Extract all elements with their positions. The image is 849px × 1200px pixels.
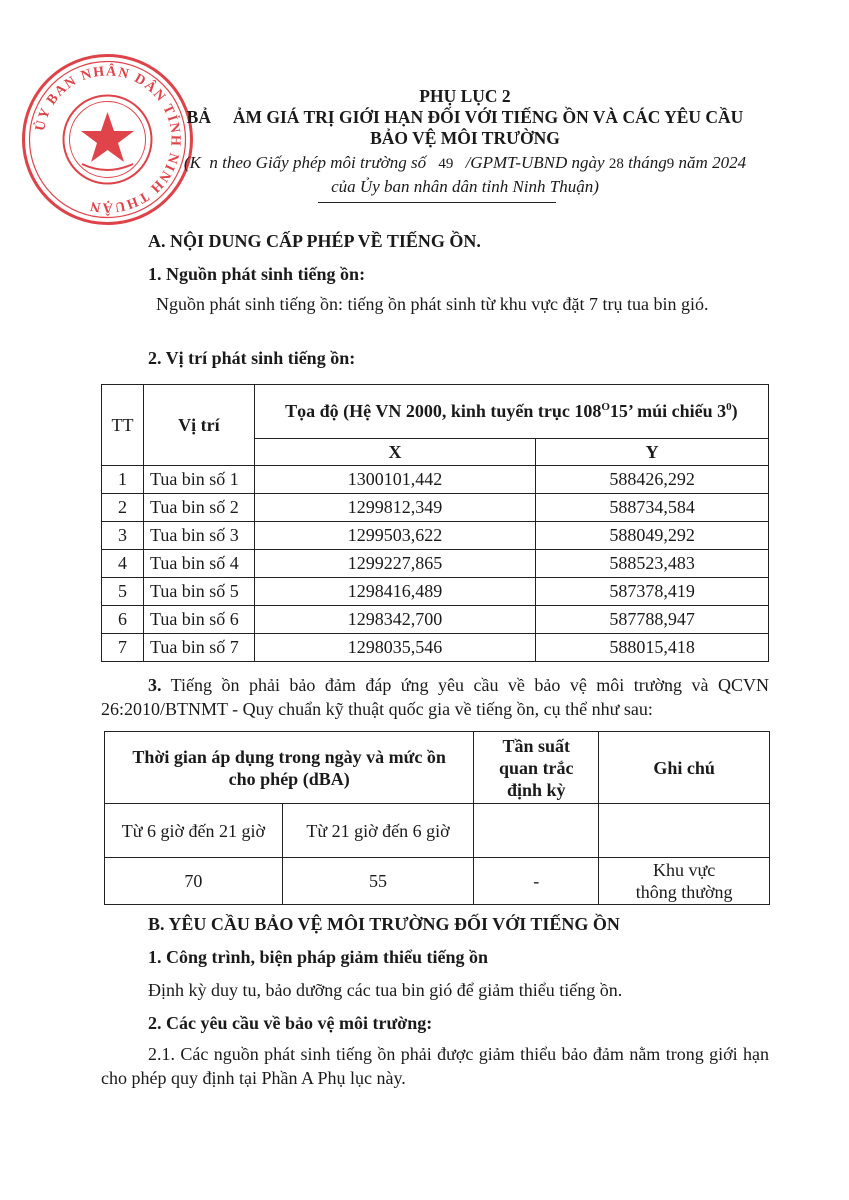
- subtitle-part1: (K n theo Giấy phép môi trường số: [183, 153, 427, 172]
- table-row: [102, 550, 769, 578]
- cell-y: 587378,419: [536, 578, 769, 606]
- cell-day-limit: 70: [105, 858, 283, 905]
- section-a-item2-heading: 2. Vị trí phát sinh tiếng ồn:: [148, 348, 356, 368]
- subtitle-underline: [318, 202, 556, 203]
- cell-location: Tua bin số 7: [143, 634, 254, 662]
- coordinate-table: [101, 384, 769, 662]
- table-row: [102, 578, 769, 606]
- appendix-subtitle: [95, 153, 835, 173]
- cell-x: 1298035,546: [254, 634, 536, 662]
- col-tt-header: TT: [102, 385, 144, 466]
- coord-header-prefix: Tọa độ (Hệ VN 2000, kinh tuyến trục 108: [285, 401, 602, 421]
- cell-y: 587788,947: [536, 606, 769, 634]
- cell-night-limit: 55: [282, 858, 474, 905]
- table-row: [102, 606, 769, 634]
- cell-tt: 7: [102, 634, 144, 662]
- col-frequency-header: [474, 732, 599, 804]
- cell-location: Tua bin số 5: [143, 578, 254, 606]
- table-row: [102, 634, 769, 662]
- cell-location: Tua bin số 4: [143, 550, 254, 578]
- noise-limit-table: [104, 731, 770, 905]
- permit-month: 9: [666, 156, 675, 172]
- cell-tt: 6: [102, 606, 144, 634]
- cell-x: 1299812,349: [254, 494, 536, 522]
- cell-tt: 3: [102, 522, 144, 550]
- col-frequency-line3: định kỳ: [507, 779, 566, 800]
- coord-header-row: [102, 385, 769, 439]
- col-location-header: Vị trí: [143, 385, 254, 466]
- table-row: [102, 494, 769, 522]
- section-a-item1-text: Nguồn phát sinh tiếng ồn: tiếng ồn phát sinh từ khu vực đặt 7 trụ tua bin gió.: [156, 294, 709, 314]
- section-b-heading: B. YÊU CẦU BẢO VỆ MÔI TRƯỜNG ĐỐI VỚI TIẾNG ỒN: [148, 914, 620, 934]
- table-row: [105, 858, 770, 905]
- subtitle-part2: /GPMT-UBND ngày: [465, 153, 605, 172]
- table-row: [102, 522, 769, 550]
- table-row: [102, 466, 769, 494]
- sub-night-header: Từ 21 giờ đến 6 giờ: [282, 804, 474, 858]
- section-a-item3-body: Tiếng ồn phải bảo đảm đáp ứng yêu cầu về bảo vệ môi trường và QCVN 26:2010/BTNMT - Quy chuẩn kỹ thuật quốc gia về tiếng ồn, cụ thể như sau:: [101, 675, 769, 719]
- permit-number: 49: [438, 156, 454, 172]
- cell-x: 1298342,700: [254, 606, 536, 634]
- cell-y: 588523,483: [536, 550, 769, 578]
- coord-header-sup2: 0: [726, 401, 732, 413]
- cell-tt: 5: [102, 578, 144, 606]
- cell-y: 588734,584: [536, 494, 769, 522]
- coord-header-sup1: O: [601, 401, 610, 413]
- subtitle-part3: tháng: [628, 153, 667, 172]
- cell-note-line2: thông thường: [635, 882, 733, 902]
- permit-day: 28: [608, 156, 624, 172]
- cell-y: 588049,292: [536, 522, 769, 550]
- seal-ring-text: ỦY BAN NHÂN DÂN TỈNH NINH THUẬN: [32, 64, 183, 215]
- cell-tt: 4: [102, 550, 144, 578]
- cell-x: 1299503,622: [254, 522, 536, 550]
- section-b-item1-text: Định kỳ duy tu, bảo dưỡng các tua bin gió để giảm thiểu tiếng ồn.: [148, 980, 623, 1000]
- section-a-item1-heading: 1. Nguồn phát sinh tiếng ồn:: [148, 264, 366, 284]
- col-time-header: [105, 732, 474, 804]
- sub-day-header: Từ 6 giờ đến 21 giờ: [105, 804, 283, 858]
- appendix-subtitle-line2: của Ủy ban nhân dân tỉnh Ninh Thuận): [331, 177, 599, 196]
- col-y-header: Y: [536, 439, 769, 466]
- cell-y: 588426,292: [536, 466, 769, 494]
- noise-header-row: [105, 732, 770, 804]
- cell-location: Tua bin số 6: [143, 606, 254, 634]
- noise-subheader-row: [105, 804, 770, 858]
- cell-location: Tua bin số 3: [143, 522, 254, 550]
- col-time-header-line1: Thời gian áp dụng trong ngày và mức ồn: [132, 746, 446, 767]
- section-a-heading: A. NỘI DUNG CẤP PHÉP VỀ TIẾNG ỒN.: [148, 231, 481, 251]
- section-b-item1-heading: 1. Công trình, biện pháp giảm thiểu tiếng ồn: [148, 947, 489, 967]
- cell-x: 1300101,442: [254, 466, 536, 494]
- appendix-title: PHỤ LỤC 2: [419, 86, 511, 106]
- empty-cell: [474, 804, 599, 858]
- section-b-item2-heading: 2. Các yêu cầu về bảo vệ môi trường:: [148, 1013, 433, 1033]
- section-a-item3-number: 3.: [148, 675, 162, 695]
- col-coord-header: [254, 385, 768, 439]
- section-b-item2-1-text: 2.1. Các nguồn phát sinh tiếng ồn phải được giảm thiểu bảo đảm nằm trong giới hạn cho phép quy định tại Phần A Phụ lục này.: [101, 1044, 769, 1088]
- cell-note: [599, 858, 770, 905]
- appendix-title-line2: BẢ ẢM GIÁ TRỊ GIỚI HẠN ĐỐI VỚI TIẾNG ỒN VÀ CÁC YÊU CẦU: [186, 107, 744, 127]
- cell-note-line1: Khu vực: [652, 860, 716, 880]
- cell-tt: 1: [102, 466, 144, 494]
- col-frequency-line1: Tần suất: [502, 735, 571, 756]
- cell-location: Tua bin số 2: [143, 494, 254, 522]
- cell-tt: 2: [102, 494, 144, 522]
- cell-frequency: -: [474, 858, 599, 905]
- col-time-header-line2: cho phép (dBA): [228, 768, 350, 789]
- cell-location: Tua bin số 1: [143, 466, 254, 494]
- col-note-header: Ghi chú: [599, 732, 770, 804]
- coord-header-suffix: ): [731, 401, 738, 421]
- subtitle-part4: năm 2024: [678, 153, 747, 172]
- cell-x: 1298416,489: [254, 578, 536, 606]
- coord-header-mid: 15’ múi chiếu 3: [609, 401, 727, 421]
- col-frequency-line2: quan trắc: [499, 757, 574, 778]
- col-x-header: X: [254, 439, 536, 466]
- section-a-item3-text: [101, 673, 769, 721]
- cell-y: 588015,418: [536, 634, 769, 662]
- empty-cell: [599, 804, 770, 858]
- appendix-title-line3: BẢO VỆ MÔI TRƯỜNG: [370, 128, 560, 148]
- cell-x: 1299227,865: [254, 550, 536, 578]
